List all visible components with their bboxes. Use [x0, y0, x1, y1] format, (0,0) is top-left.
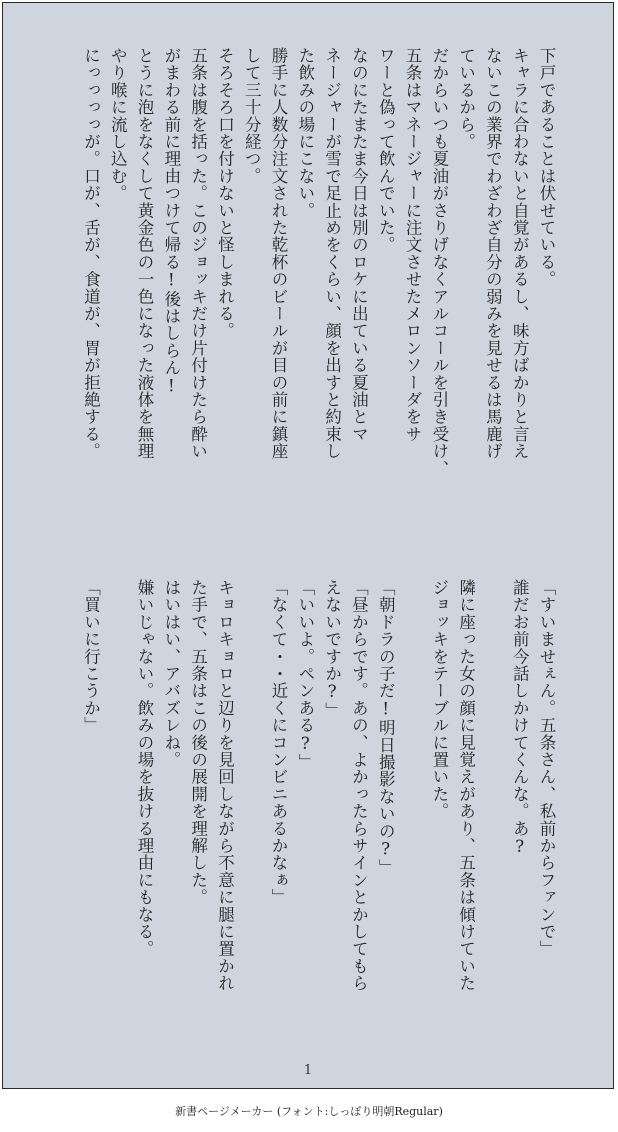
manuscript-page — [2, 2, 614, 1089]
story-text-bottom: 「すいませぇん。五条さん、私前からファンで」 誰だお前今話しかけてくんな。あ? 隣に座った女の顔に見覚えがあり、五条は傾けていた ジョッキをテーブルに置いた。 「朝ドラの子だ!明日撮影ないの?」 「昼からです。あの、よかったらサインとかしてもら えないですか?」 「いいよ。ペンある?」 「なくて・・近くにコンビニあるかなぁ」 キョロキョロと辺りを見回しながら不意に腿に置かれ た手で、五条はこの後の展開を理解した。 はいはい、アバズレね。 嫌いじゃない。飲みの場を抜ける理由にもなる。 「買いに行こうか」 — [81, 579, 556, 992]
footer-credit: 新書ページメーカー (フォント:しっぽり明朝Regular) — [175, 1105, 443, 1118]
story-text-top: 下戸であることは伏せている。 キャラに合わないと自覚があるし、味方ばかりと言え ないこの業界でわざわざ自分の弱みを見せるは馬鹿げ ているから。 だからいつも夏油がさりげなくアルコールを引き受け、 五条はマネージャーに注文させたメロンソーダをサ ワーと偽って飲んでいた。 なのにたまたま今日は別のロケに出ている夏油とマ ネージャーが雪で足止めをくらい、顔を出すと約束し た飲みの場にこない。 勝手に人数分注文された乾杯のビールが目の前に鎮座 して三十分経つ。 そろそろ口を付けないと怪しまれる。 五条は腹を括った。このジョッキだけ片付けたら酔い がまわる前に理由つけて帰る!後はしらん! とうに泡をなくして黄金色の一色になった液体を無理 やり喉に流し込む。 にっっっっが。口が、舌が、食道が、胃が拒絶する。 — [81, 47, 556, 477]
page-number: 1 — [303, 1063, 313, 1078]
